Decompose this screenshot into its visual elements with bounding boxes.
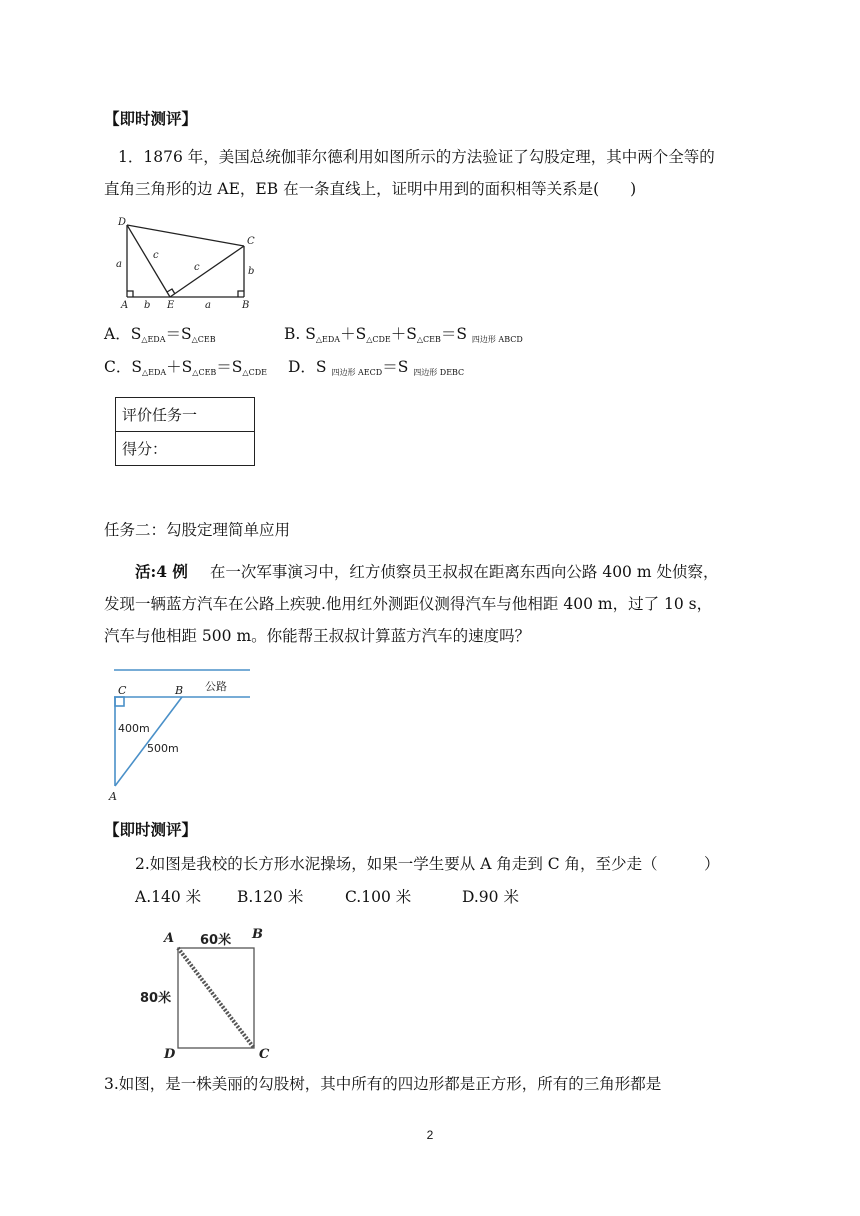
section-heading-quiz-2: 【即时测评】 [104, 820, 198, 839]
fig2-road-label: 公路 [205, 680, 227, 693]
fig1-label-a-bottom: a [205, 300, 211, 311]
fig2-label-C: C [118, 684, 127, 697]
fig1-label-c-1: c [153, 250, 159, 261]
section-heading-quiz-1: 【即时测评】 [104, 109, 198, 128]
playground-rectangle-figure [136, 922, 286, 1062]
q2-option-b: B.120 米 [237, 888, 304, 906]
fig3-label-B: B [252, 927, 263, 942]
fig1-label-C: C [247, 236, 255, 247]
fig3-label-D: D [164, 1047, 176, 1062]
road-triangle-figure [100, 664, 260, 804]
question-2-text: 2.如图是我校的长方形水泥操场，如果一学生要从 A 角走到 C 角，至少走（ ） [135, 855, 720, 873]
q1-option-a: A．$S_{\triangle EDA}=S_{\triangle CEB}$ [104, 325, 216, 344]
fig1-label-c-2: c [194, 262, 200, 273]
fig3-label-A: A [164, 931, 175, 946]
q1-option-d: D．S $_{四边形 AECD}$＝S $_{四边形 DEBC}$ [288, 358, 465, 377]
fig2-length-400m: 400m [118, 722, 150, 735]
fig1-label-B: B [242, 300, 250, 311]
fig1-label-a-left: a [116, 259, 122, 270]
evaluation-task-1-box [115, 397, 255, 466]
fig2-length-500m: 500m [147, 742, 179, 755]
example-4-line-3: 汽车与他相距 500 m。你能帮王叔叔计算蓝方汽车的速度吗？ [104, 627, 531, 645]
question-3-text: 3.如图，是一株美丽的勾股树，其中所有的四边形都是正方形，所有的三角形都是 [104, 1075, 662, 1093]
fig1-label-b-bottom: b [144, 300, 151, 311]
fig1-label-E: E [167, 300, 175, 311]
q2-option-c: C.100 米 [345, 888, 412, 906]
fig3-label-80m: 80米 [140, 991, 172, 1006]
page-number: 2 [426, 1128, 434, 1142]
question-1-line-2: 直角三角形的边 AE，EB 在一条直线上，证明中用到的面积相等关系是( ) [104, 180, 637, 198]
example-4-line-1: 活:4 例 在一次军事演习中，红方侦察员王叔叔在距离东西向公路 400 m 处侦察， [135, 562, 719, 581]
fig1-label-b-right: b [248, 266, 255, 277]
fig3-label-C: C [259, 1047, 270, 1062]
q2-option-d: D.90 米 [462, 888, 519, 906]
fig1-label-A: A [121, 300, 129, 311]
fig1-label-D: D [118, 217, 127, 228]
evaluation-task-1-score[interactable]: 得分： [116, 432, 255, 466]
fig3-label-60m: 60米 [200, 933, 232, 948]
evaluation-task-1-title: 评价任务一 [116, 398, 255, 432]
task-2-heading: 任务二：勾股定理简单应用 [104, 521, 291, 539]
question-1-line-1: 1．1876 年，美国总统伽菲尔德利用如图所示的方法验证了勾股定理，其中两个全等的 [118, 148, 715, 166]
fig2-label-B: B [175, 684, 184, 697]
q2-option-a: A.140 米 [135, 888, 202, 906]
example-4-line-2: 发现一辆蓝方汽车在公路上疾驶.他用红外测距仪测得汽车与他相距 400 m，过了 10 s， [104, 595, 713, 613]
q1-option-c: C．$S_{\triangle EDA}+S_{\triangle CEB}=S_{\triangle CDE}$ [104, 358, 267, 377]
garfield-trapezoid-figure [108, 212, 268, 312]
fig2-label-A: A [109, 790, 117, 803]
q1-option-b: B. $S_{\triangle EDA}+S_{\triangle CDE}+S_{\triangle CEB}=S$ $_{四边形 ABCD}$ [284, 325, 523, 344]
